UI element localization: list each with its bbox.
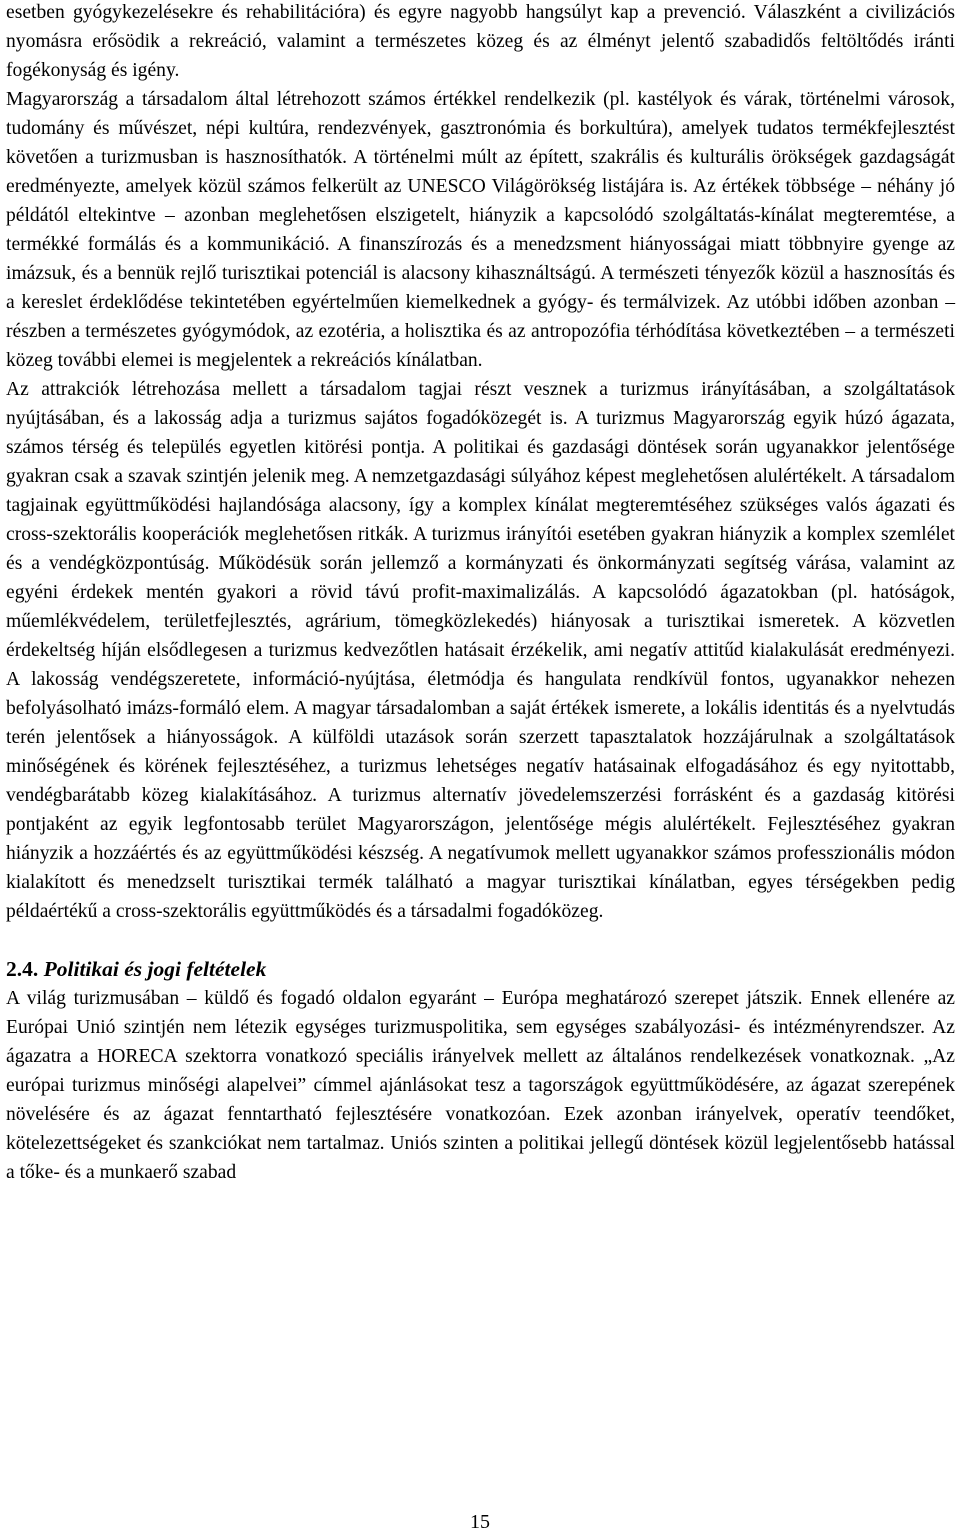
body-paragraph-4: A világ turizmusában – küldő és fogadó oldalon egyaránt – Európa meghatározó szerepet játszik. Ennek ellenére az Európai Unió szintjén nem létezik egységes turizmuspolitika, sem egységes szabályozási- és intézményrendszer. Az ágazatra a HORECA szektorra vonatkozó speciális irányelvek mellett az általános rendelkezések vonatkoznak. „Az európai turizmus minőségi alapelvei” címmel ajánlásokat tesz a tagországok együttműködésére, az ágazat szerepének növelésére és az ágazat fenntartható fejlesztésére vonatkozóan. Ezek azonban irányelvek, operatív teendőket, kötelezettségeket és szankciókat nem tartalmaz. Uniós szinten a politikai jellegű döntések közül legjelentősebb hatással a tőke- és a munkaerő szabad <box>6 988 955 1183</box>
section-heading <box>6 955 955 984</box>
document-page <box>6 0 955 1187</box>
body-paragraph-2: Magyarország a társadalom által létrehozott számos értékkel rendelkezik (pl. kastélyok és várak, történelmi városok, tudomány és művészet, népi kultúra, rendezvények, gasztronómia és borkultúra), amelyek tudatos termékfejlesztést követően a turizmusban is hasznosíthatók. A történelmi múlt az épített, szakrális és kulturális örökségek gazdagságát eredményezte, amelyek közül számos felkerült az UNESCO Világörökség listájára is. Az értékek többsége – néhány jó példától eltekintve – azonban meglehetősen elszigetelt, hiányzik a kapcsolódó szolgáltatás-kínálat megteremtése, a termékké formálás és a kommunikáció. A finanszírozás és a menedzsment hiányosságai miatt többnyire gyenge az imázsuk, és a bennük rejlő turisztikai potenciál is alacsony kihasználtságú. A természeti tényezők közül a hasznosítás és a kereslet érdeklődése tekintetében egyértelműen kiemelkednek a gyógy- és termálvizek. Az utóbbi időben azonban – részben a természetes gyógymódok, az ezotéria, a holisztika és az antropozófia térhódítása következtében – a természeti közeg további elemei is megjelentek a rekreációs kínálatban. <box>6 89 955 371</box>
body-paragraph-1: esetben gyógykezelésekre és rehabilitációra) és egyre nagyobb hangsúlyt kap a prevenció. Válaszként a civilizációs nyomásra erősödik a rekreáció, valamint a természetes közeg és az élményt jelentő szabadidős feltöltődés iránti fogékonyság és igény. <box>6 2 955 81</box>
section-number: 2.4. <box>6 957 39 981</box>
section-title: Politikai és jogi feltételek <box>43 957 267 981</box>
section-spacer <box>6 926 955 955</box>
page-number: 15 <box>470 1511 490 1533</box>
body-paragraph-3: Az attrakciók létrehozása mellett a társadalom tagjai részt vesznek a turizmus irányításában, a szolgáltatások nyújtásában, és a lakosság adja a turizmus sajátos fogadóközegét is. A turizmus Magyarország egyik húzó ágazata, számos térség és település egyetlen kitörési pontja. A politikai és gazdasági döntések során ugyanakkor jelentősége gyakran csak a szavak szintjén jelenik meg. A nemzetgazdasági súlyához képest meglehetősen alulértékelt. A társadalom tagjainak együttműködési hajlandósága alacsony, így a komplex kínálat megteremtéséhez szükséges valós ágazati és cross-szektorális kooperációk meglehetősen ritkák. A turizmus irányítói esetében gyakran hiányzik a komplex szemlélet és a vendégközpontúság. Működésük során jellemző a kormányzati és önkormányzati segítség várása, valamint az egyéni érdekek mentén gyakori a rövid távú profit-maximalizálás. A kapcsolódó ágazatokban (pl. hatóságok, műemlékvédelem, területfejlesztés, agrárium, tömegközlekedés) hiányosak a turisztikai ismeretek. A közvetlen érdekeltség híján elsődlegesen a turizmus kedvezőtlen hatásait érzékelik, ami negatív attitűd kialakulását eredményezi. A lakosság vendégszeretete, információ-nyújtása, életmódja és hangulata rendkívül fontos, ugyanakkor nehezen befolyásolható imázs-formáló elem. A magyar társadalomban a saját értékek ismerete, a lokális identitás és a nyelvtudás terén jelentősek a hiányosságok. A külföldi utazások során szerzett tapasztalatok hozzájárulnak a szolgáltatások minőségének és körének fejlesztéséhez, a turizmus lehetséges negatív hatásainak elfogadásához és egy nyitottabb, vendégbarátabb közeg kialakításához. A turizmus alternatív jövedelemszerzési forrásként és a gazdaság kitörési pontjaként az egyik legfontosabb terület Magyarországon, jelentősége mégis alulértékelt. Fejlesztéséhez gyakran hiányzik a hozzáértés és az együttműködési készség. A negatívumok mellett ugyanakkor számos professzionális módon kialakított és menedzselt turisztikai termék található a magyar turisztikai kínálatban, egyes térségekben pedig példaértékű a cross-szektorális együttműködés és a társadalmi fogadóközeg. <box>6 379 955 922</box>
